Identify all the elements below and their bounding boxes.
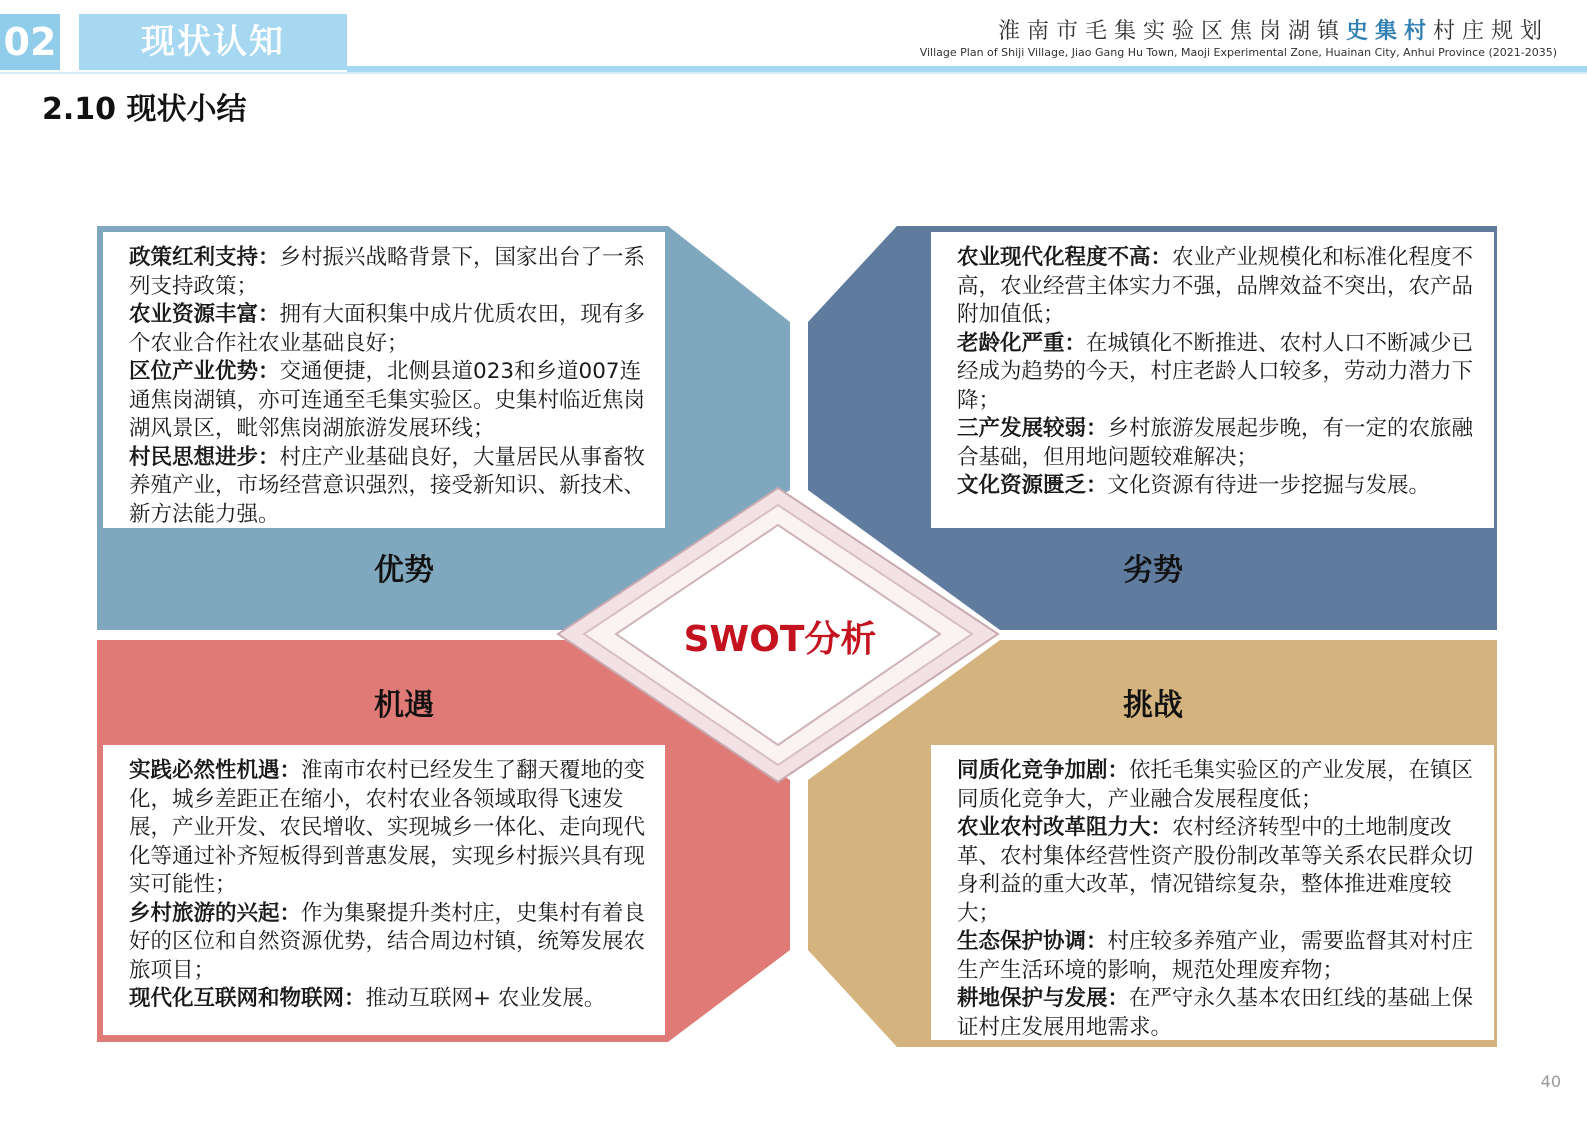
strengths-label: 优势	[374, 553, 434, 588]
threats-item-title: 同质化竞争加剧：	[957, 758, 1130, 783]
weaknesses-item-text: 乡村旅游发展起步晚，有一定的农旅融合基础，但用地问题较难解决；	[957, 416, 1474, 470]
threats-item-text: 依托毛集实验区的产业发展，在镇区同质化竞争大，产业融合发展程度低；	[957, 758, 1474, 812]
strengths-item-title: 政策红利支持：	[129, 245, 280, 270]
strengths-item-title: 区位产业优势：	[129, 359, 280, 384]
opportunities-panel	[103, 745, 665, 1035]
threats-label: 挑战	[1123, 688, 1183, 723]
plan-title-prefix: 淮南市毛集实验区焦岗湖镇	[997, 19, 1346, 44]
opportunities-item	[129, 985, 655, 1014]
weaknesses-item	[957, 472, 1488, 501]
weaknesses-item-title: 农业现代化程度不高：	[957, 245, 1173, 270]
plan-title-suffix: 村庄规划	[1432, 19, 1549, 44]
weaknesses-item-title: 老龄化严重：	[957, 330, 1087, 356]
opportunities-item-title: 乡村旅游的兴起：	[129, 900, 302, 926]
threats-item-text: 农村经济转型中的土地制度改革、农村集体经营性资产股份制改革等关系农民群众切身利益的重大改革，情况错综复杂，整体推进难度较大；	[957, 815, 1474, 926]
opportunities-item-text: 作为集聚提升类村庄，史集村有着良好的区位和自然资源优势，结合周边村镇，统筹发展农旅项目；	[129, 900, 646, 983]
weaknesses-item-text: 在城镇化不断推进、农村人口不断减少已经成为趋势的今天，村庄老龄人口较多，劳动力潜力下降；	[957, 330, 1474, 413]
strengths-item	[129, 301, 655, 358]
opportunities-item	[129, 900, 655, 986]
threats-item-title: 农业农村改革阻力大：	[957, 815, 1173, 840]
weaknesses-item-title: 三产发展较弱：	[957, 416, 1108, 441]
weaknesses-label: 劣势	[1123, 553, 1183, 588]
weaknesses-item	[957, 415, 1488, 472]
threats-item-title: 生态保护协调：	[957, 929, 1108, 954]
weaknesses-item-title: 文化资源匮乏：	[957, 473, 1108, 498]
plan-title-village: 史集村	[1345, 18, 1433, 44]
threats-item-text: 村庄较多养殖产业，需要监督其对村庄生产生活环境的影响，规范处理废弃物；	[957, 929, 1474, 983]
opportunities-item-text: 淮南市农村已经发生了翻天覆地的变化，城乡差距正在缩小，农村农业各领域取得飞速发展，产业开发、农民增收、实现城乡一体化、走向现代化等通过补齐短板得到普惠发展，实现乡村振兴具有现实可能性；	[129, 758, 646, 897]
strengths-item-text: 村庄产业基础良好，大量居民从事畜牧养殖产业，市场经营意识强烈，接受新知识、新技术、新方法能力强。	[129, 444, 646, 527]
strengths-item-text: 交通便捷，北侧县道023和乡道007连通焦岗湖镇，亦可连通至毛集实验区。史集村临近焦岗湖风景区，毗邻焦岗湖旅游发展环线；	[129, 359, 646, 441]
weaknesses-item-text: 农业产业规模化和标准化程度不高，农业经营主体实力不强，品牌效益不突出，农产品附加值低；	[957, 245, 1474, 327]
weaknesses-item	[957, 330, 1488, 416]
strengths-item-text: 拥有大面积集中成片优质农田，现有多个农业合作社农业基础良好；	[129, 302, 646, 356]
threats-item	[957, 985, 1488, 1042]
opportunities-label: 机遇	[374, 688, 434, 723]
strengths-panel	[103, 232, 665, 528]
weaknesses-item	[957, 244, 1488, 330]
opportunities-item-title: 实践必然性机遇：	[129, 758, 302, 783]
weaknesses-panel	[931, 232, 1494, 528]
swot-center-title: SWOT分析	[683, 619, 877, 660]
section-number: 02	[0, 14, 60, 70]
page-heading: 2.10 现状小结	[42, 92, 247, 127]
strengths-item	[129, 358, 655, 444]
opportunities-item-text: 推动互联网+ 农业发展。	[365, 986, 606, 1011]
threats-item	[957, 757, 1488, 814]
threats-panel	[931, 745, 1494, 1040]
weaknesses-item-text: 文化资源有待进一步挖掘与发展。	[1107, 473, 1431, 498]
strengths-item-text: 乡村振兴战略背景下，国家出台了一系列支持政策；	[129, 245, 646, 299]
opportunities-item	[129, 757, 655, 900]
page-number: 40	[1540, 1072, 1561, 1091]
threats-item-text: 在严守永久基本农田红线的基础上保证村庄发展用地需求。	[957, 986, 1474, 1040]
plan-subtitle: Village Plan of Shiji Village, Jiao Gang Hu Town, Maoji Experimental Zone, Huainan City, Anhui Province (2021-2035)	[919, 46, 1557, 59]
strengths-item	[129, 444, 655, 530]
threats-item	[957, 814, 1488, 928]
strengths-item-title: 农业资源丰富：	[129, 302, 280, 327]
strengths-item-title: 村民思想进步：	[129, 444, 280, 470]
strengths-item	[129, 244, 655, 301]
section-title: 现状认知	[141, 22, 285, 62]
threats-item	[957, 928, 1488, 985]
threats-item-title: 耕地保护与发展：	[957, 986, 1130, 1011]
opportunities-item-title: 现代化互联网和物联网：	[129, 986, 366, 1011]
